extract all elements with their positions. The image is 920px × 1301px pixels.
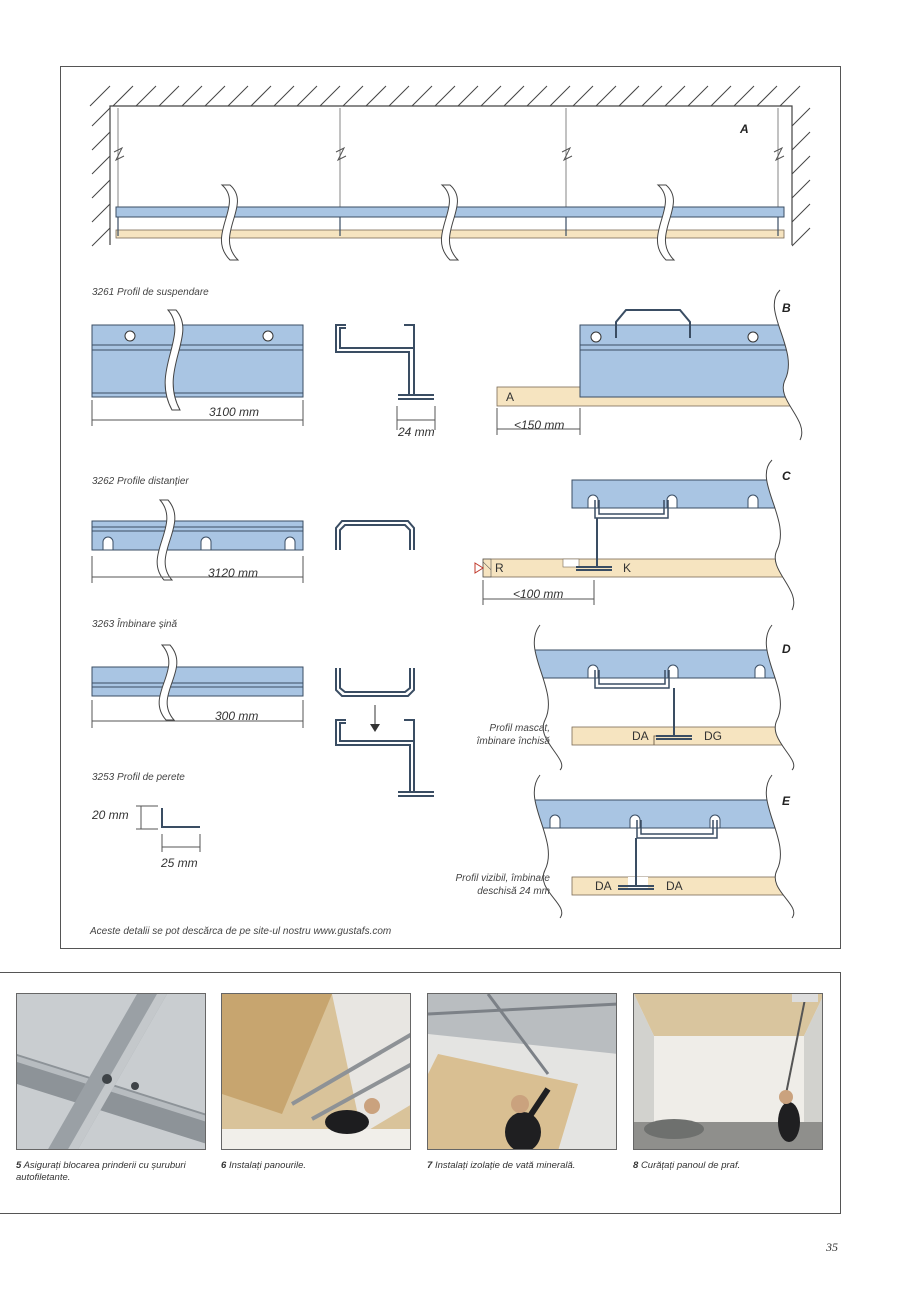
section-title-3262: 3262 Profile distanțier — [92, 476, 189, 487]
panel-label-k: K — [623, 561, 632, 575]
dimension-20: 20 mm — [92, 808, 129, 822]
photo-step-7 — [427, 993, 617, 1150]
step-text-6: Instalați panourile. — [228, 1160, 307, 1171]
step-number-5: 5 — [16, 1160, 22, 1171]
dimension-300: 300 mm — [215, 709, 259, 723]
profile-3261-cross-section — [336, 325, 435, 430]
panel-label-da-e-left: DA — [595, 879, 612, 893]
profile-3262-side-view — [92, 500, 303, 583]
detail-letter-c: C — [782, 469, 791, 483]
detail-letter-b: B — [782, 301, 791, 315]
caption-step-5 — [16, 1160, 191, 1184]
caption-step-8 — [633, 1160, 808, 1172]
step-text-8: Curățați panoul de praf. — [640, 1160, 741, 1171]
dimension-150: <150 mm — [514, 418, 565, 432]
detail-letter-e: E — [782, 794, 791, 808]
step-number-8: 8 — [633, 1160, 639, 1171]
photo-step-6 — [221, 993, 411, 1150]
dimension-3100: 3100 mm — [209, 405, 260, 419]
panel-label-da-d: DA — [632, 729, 649, 743]
note-e-line1: Profil vizibil, îmbinare — [455, 873, 550, 884]
note-e-line2: deschisă 24 mm — [477, 886, 550, 897]
note-d-line2: îmbinare închisă — [476, 736, 550, 747]
dimension-25: 25 mm — [161, 856, 198, 870]
step-text-5: Asigurați blocarea prinderii cu șuruburi autofiletante. — [16, 1160, 186, 1183]
panel-label-r: R — [495, 561, 504, 575]
photo-step-5 — [16, 993, 206, 1150]
profile-3261-side-view — [92, 310, 303, 426]
section-title-3253: 3253 Profil de perete — [92, 772, 185, 783]
dimension-24: 24 mm — [398, 425, 435, 439]
note-d-line1: Profil mascat, — [489, 723, 550, 734]
page-number: 35 — [826, 1240, 838, 1254]
drawing-a-ceiling-section — [90, 86, 810, 260]
note-detail-d — [430, 722, 550, 748]
step-number-7: 7 — [427, 1160, 433, 1171]
caption-step-6 — [221, 1160, 396, 1172]
photo-step-8 — [633, 993, 823, 1150]
download-note: Aceste detalii se pot descărca de pe site-ul nostru www.gustafs.com — [90, 926, 392, 937]
profile-3263-side-view — [92, 645, 303, 728]
panel-label-dg: DG — [704, 729, 722, 743]
detail-letter-d: D — [782, 642, 791, 656]
detail-letter-a: A — [740, 122, 749, 136]
profile-3253 — [136, 806, 200, 852]
panel-label-a: A — [506, 390, 515, 404]
step-number-6: 6 — [221, 1160, 227, 1171]
note-detail-e — [420, 872, 550, 898]
caption-step-7 — [427, 1160, 602, 1172]
section-title-3261: 3261 Profil de suspendare — [92, 287, 209, 298]
profile-3263-cross-section — [336, 668, 434, 796]
dimension-3120: 3120 mm — [208, 566, 259, 580]
step-text-7: Instalați izolație de vată minerală. — [434, 1160, 576, 1171]
panel-label-da-e-right: DA — [666, 879, 683, 893]
section-title-3263: 3263 Îmbinare șină — [92, 619, 178, 630]
dimension-100: <100 mm — [513, 587, 564, 601]
profile-3262-cross-section — [336, 521, 414, 550]
